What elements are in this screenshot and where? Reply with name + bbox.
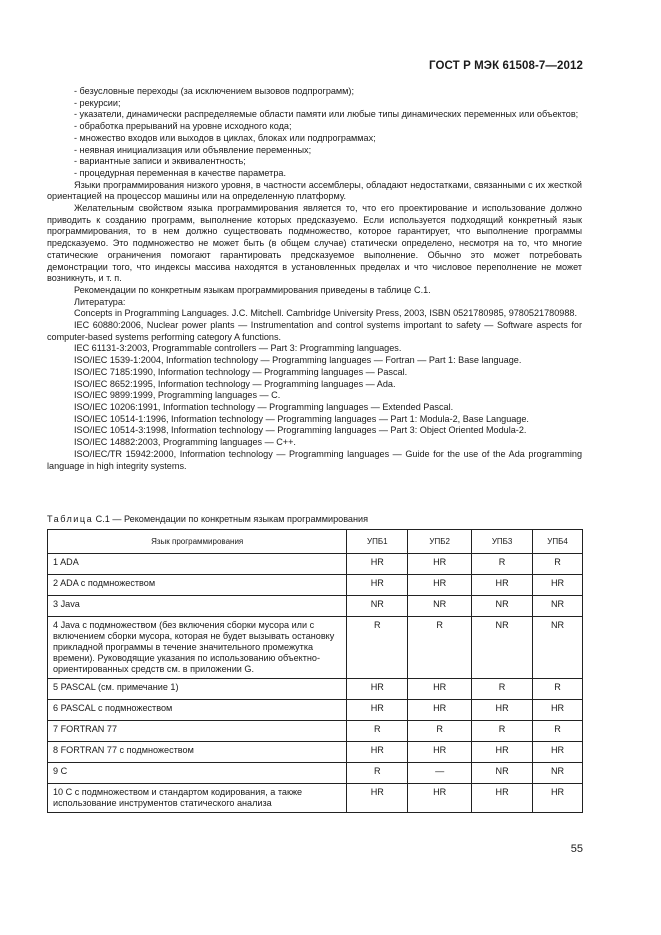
table-row [48,700,583,721]
rating-cell: NR [347,596,408,617]
rating-cell: R [472,679,533,700]
body-text [47,86,582,472]
header-sil4: УПБ4 [533,530,583,554]
rating-cell: NR [472,763,533,784]
rating-cell: HR [347,700,408,721]
language-cell: 4 Java с подмножеством (без включения сборки мусора или с включением сборки мусора, которая не будет вызывать остановку прикладной программы в течение значительного промежутка времени). Руководящие указания по использованию объектно-ориентированных средств см. в приложении G. [48,617,347,679]
bullet-item: - указатели, динамически распределяемые области памяти или любые типы динамических переменных или объектов; [74,109,579,120]
rating-cell: R [533,721,583,742]
rating-cell: R [408,617,472,679]
rating-cell: R [347,721,408,742]
reference-item: ISO/IEC 10514-3:1998, Information technology — Programming languages — Part 3: Object Oriented Modula-2. [74,425,527,436]
rating-cell: HR [472,784,533,813]
rating-cell: HR [347,784,408,813]
bullet-item: - неявная инициализация или объявление переменных; [74,144,312,155]
bullet-item: - процедурная переменная в качестве параметра. [74,167,286,178]
reference-item: ISO/IEC 14882:2003, Programming languages — C++. [74,437,296,448]
rating-cell: NR [408,596,472,617]
table-row [48,679,583,700]
rating-cell: HR [533,742,583,763]
reference-item: IEC 60880:2006, Nuclear power plants — Instrumentation and control systems important to safety — Software aspects for computer-based systems performing category A functions. [47,320,582,342]
rating-cell: HR [408,679,472,700]
rating-cell: HR [408,784,472,813]
table-caption [47,514,368,524]
reference-item: ISO/IEC 10514-1:1996, Information technology — Programming languages — Part 1: Modula-2, Base Language. [74,413,529,424]
paragraph: Желательным свойством языка программирования является то, что его проектирование и использование должно приводить к созданию программ, выполнение которых предсказуемо. Если используется подходящий конкретный язык программирования, то в нем должно существовать подмножество, которое гарантирует, что выполнение программы предсказуемо. Это подмножество не может быть (в общем случае) статически определено, несмотря на то, что многие статические ограничения помогают гарантировать предсказуемое выполнение. Обычно это может потребовать демонстрации того, что индексы массива находятся в установленных пределах и что числовое переполнение не может возникнуть, и т. п. [47,203,582,284]
rating-cell: HR [533,784,583,813]
recommendations-table [47,529,583,813]
header-sil1: УПБ1 [347,530,408,554]
language-cell: 3 Java [48,596,347,617]
table-row [48,596,583,617]
rating-cell: HR [533,700,583,721]
rating-cell: HR [347,742,408,763]
rating-cell: NR [472,596,533,617]
rating-cell: R [472,554,533,575]
reference-item: ISO/IEC 1539-1:2004, Information technology — Programming languages — Fortran — Part 1: Base language. [74,355,522,366]
reference-item: ISO/IEC 10206:1991, Information technology — Programming languages — Extended Pascal. [74,401,454,412]
rating-cell: NR [533,617,583,679]
language-cell: 5 PASCAL (см. примечание 1) [48,679,347,700]
rating-cell: HR [533,575,583,596]
table-row [48,554,583,575]
language-cell: 7 FORTRAN 77 [48,721,347,742]
literature-label: Литература: [74,296,126,307]
reference-item: Concepts in Programming Languages. J.C. Mitchell. Cambridge University Press, 2003, ISBN 0521780985, 9780521780988. [74,308,577,319]
reference-item: ISO/IEC 8652:1995, Information technology — Programming languages — Ada. [74,378,396,389]
bullet-item: - безусловные переходы (за исключением вызовов подпрограмм); [74,86,354,96]
language-cell: 1 ADA [48,554,347,575]
rating-cell: HR [408,554,472,575]
language-cell: 8 FORTRAN 77 с подмножеством [48,742,347,763]
header-language: Язык программирования [48,530,347,554]
rating-cell: HR [347,575,408,596]
rating-cell: HR [472,700,533,721]
reference-item: ISO/IEC 7185:1990, Information technology — Programming languages — Pascal. [74,366,408,377]
rating-cell: HR [472,742,533,763]
rating-cell: NR [533,596,583,617]
reference-item: ISO/IEC 9899:1999, Programming languages — C. [74,390,281,401]
table-header-row [48,530,583,554]
table-row [48,763,583,784]
reference-item: IEC 61131-3:2003, Programmable controllers — Part 3: Programming languages. [74,343,402,354]
rating-cell: HR [347,679,408,700]
rating-cell: R [533,679,583,700]
document-id: ГОСТ Р МЭК 61508-7—2012 [429,60,583,72]
language-cell: 6 PASCAL с подмножеством [48,700,347,721]
bullet-item: - вариантные записи и эквивалентность; [74,156,246,167]
rating-cell: HR [408,575,472,596]
table-row [48,617,583,679]
rating-cell: R [347,763,408,784]
bullet-item: - множество входов или выходов в циклах, блоках или подпрограммах; [74,132,376,143]
language-cell: 2 ADA с подмножеством [48,575,347,596]
rating-cell: R [408,721,472,742]
rating-cell: R [472,721,533,742]
rating-cell: — [408,763,472,784]
rating-cell: HR [347,554,408,575]
header-sil3: УПБ3 [472,530,533,554]
bullet-item: - обработка прерываний на уровне исходного кода; [74,121,292,132]
header-sil2: УПБ2 [408,530,472,554]
paragraph: Рекомендации по конкретным языкам программирования приведены в таблице С.1. [74,284,431,295]
rating-cell: NR [472,617,533,679]
rating-cell: HR [408,700,472,721]
paragraph: Языки программирования низкого уровня, в частности ассемблеры, обладают недостатками, связанными с их жесткой ориентацией на процессор машины или на определенную платформу. [47,179,582,202]
table-row [48,575,583,596]
rating-cell: R [347,617,408,679]
rating-cell: HR [472,575,533,596]
rating-cell: HR [408,742,472,763]
rating-cell: R [533,554,583,575]
language-cell: 9 С [48,763,347,784]
page-number: 55 [570,843,583,855]
bullet-item: - рекурсии; [74,97,121,108]
table-row [48,721,583,742]
language-cell: 10 С с подмножеством и стандартом кодирования, а также использование инструментов статического анализа [48,784,347,813]
table-caption-label: Таблица [47,514,94,524]
table-caption-text: С.1 — Рекомендации по конкретным языкам программирования [93,514,369,524]
reference-item: ISO/IEC/TR 15942:2000, Information technology — Programming languages — Guide for the use of the Ada programming language in high integrity systems. [47,448,582,471]
rating-cell: NR [533,763,583,784]
table-row [48,742,583,763]
table-row [48,784,583,813]
